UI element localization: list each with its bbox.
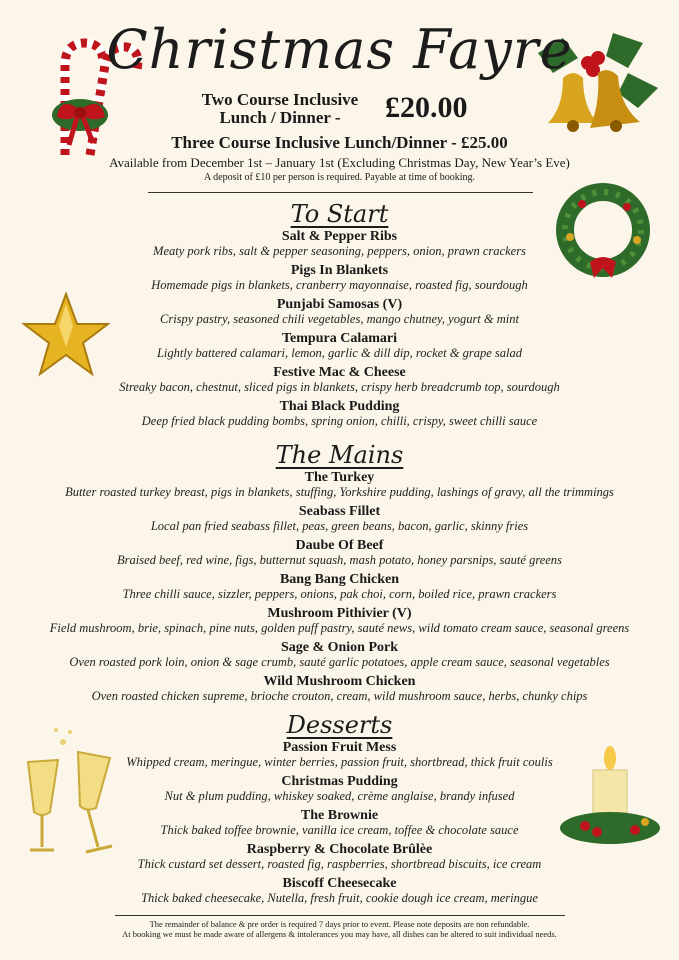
item-description: Meaty pork ribs, salt & pepper seasoning, peppers, onion, prawn crackers xyxy=(153,244,526,258)
item-description: Crispy pastry, seasoned chili vegetables, mango chutney, yogurt & mint xyxy=(160,312,519,326)
list-item xyxy=(0,399,679,428)
item-name: Mushroom Pithivier (V) xyxy=(267,606,412,621)
item-name: Passion Fruit Mess xyxy=(282,740,397,755)
item-name: Tempura Calamari xyxy=(282,331,397,346)
item-name: Wild Mushroom Chicken xyxy=(263,674,416,689)
three-course-offer: Three Course Inclusive Lunch/Dinner - £25.00 xyxy=(171,133,508,152)
item-name: Christmas Pudding xyxy=(281,774,398,789)
item-description: Field mushroom, brie, spinach, pine nuts, golden puff pastry, sauté news, wild tomato cream sauce, seasonal greens xyxy=(49,621,630,635)
footer-notes xyxy=(0,919,679,939)
item-name: Raspberry & Chocolate Brûlèe xyxy=(246,842,433,857)
list-item xyxy=(0,263,679,292)
two-course-offer xyxy=(180,91,510,131)
item-name: Bang Bang Chicken xyxy=(279,572,400,587)
desserts-heading: Desserts xyxy=(286,711,393,739)
list-item xyxy=(0,504,679,533)
item-description: Streaky bacon, chestnut, sliced pigs in blankets, crispy herb breadcrumb top, sourdough xyxy=(119,380,560,394)
availability-note: Available from December 1st – January 1st (Excluding Christmas Day, New Year’s Eve) xyxy=(109,155,570,170)
menu-title: Christmas Fayre xyxy=(106,18,573,81)
list-item xyxy=(0,876,679,905)
mains-section xyxy=(0,440,679,708)
item-name: Thai Black Pudding xyxy=(279,399,400,414)
deposit-note: A deposit of £10 per person is required. Payable at time of booking. xyxy=(203,172,476,183)
item-description: Thick baked cheesecake, Nutella, fresh fruit, cookie dough ice cream, meringue xyxy=(141,891,538,905)
item-description: Braised beef, red wine, figs, butternut squash, mash potato, honey parsnips, sauté greens xyxy=(117,553,562,567)
item-description: Three chilli sauce, sizzler, peppers, onions, pak choi, corn, boiled rice, prawn crackers xyxy=(122,587,557,601)
starters-section xyxy=(0,199,679,433)
list-item xyxy=(0,606,679,635)
list-item xyxy=(0,572,679,601)
item-name: Salt & Pepper Ribs xyxy=(281,229,398,244)
item-name: The Brownie xyxy=(300,808,379,823)
list-item xyxy=(0,842,679,871)
item-name: Biscoff Cheesecake xyxy=(282,876,397,891)
item-description: Thick baked toffee brownie, vanilla ice cream, toffee & chocolate sauce xyxy=(160,823,519,837)
list-item xyxy=(0,640,679,669)
mains-heading: The Mains xyxy=(275,441,404,469)
starters-heading: To Start xyxy=(290,200,389,228)
item-description: Thick custard set dessert, roasted fig, raspberries, shortbread biscuits, ice cream xyxy=(137,857,542,871)
list-item xyxy=(0,297,679,326)
item-description: Butter roasted turkey breast, pigs in blankets, stuffing, Yorkshire pudding, lashings of gravy, all the trimmings xyxy=(65,485,614,499)
item-description: Homemade pigs in blankets, cranberry mayonnaise, roasted fig, sourdough xyxy=(151,278,528,292)
item-name: Festive Mac & Cheese xyxy=(273,365,406,380)
list-item xyxy=(0,740,679,769)
item-description: Deep fried black pudding bombs, spring onion, chilli, crispy, sweet chilli sauce xyxy=(141,414,538,428)
desserts-section xyxy=(0,710,679,910)
item-name: Sage & Onion Pork xyxy=(280,640,399,655)
list-item xyxy=(0,470,679,499)
list-item xyxy=(0,674,679,703)
two-course-price: £20.00 xyxy=(385,91,468,124)
footer-divider xyxy=(115,915,565,916)
item-name: The Turkey xyxy=(304,470,375,485)
item-description: Lightly battered calamari, lemon, garlic & dill dip, rocket & grape salad xyxy=(156,346,522,360)
list-item xyxy=(0,774,679,803)
item-description: Local pan fried seabass fillet, peas, green beans, bacon, garlic, skinny fries xyxy=(150,519,529,533)
item-name: Pigs In Blankets xyxy=(290,263,389,278)
item-name: Seabass Fillet xyxy=(298,504,381,519)
item-description: Nut & plum pudding, whiskey soaked, crème anglaise, brandy infused xyxy=(164,789,515,803)
footer-line-balance: The remainder of balance & pre order is required 7 days prior to event. Please note deposits are non refundable. xyxy=(149,919,530,929)
item-description: Oven roasted chicken supreme, brioche crouton, cream, wild mushroom sauce, herbs, chunky chips xyxy=(91,689,588,703)
list-item xyxy=(0,808,679,837)
two-course-label: Two Course Inclusive Lunch / Dinner - xyxy=(201,90,359,127)
list-item xyxy=(0,229,679,258)
item-name: Daube Of Beef xyxy=(295,538,384,553)
header-divider xyxy=(148,192,533,193)
list-item xyxy=(0,331,679,360)
footer-line-allergens: At booking we must be made aware of allergens & intolerances you may have, all dishes can be altered to suit individual needs. xyxy=(122,929,557,939)
item-name: Punjabi Samosas (V) xyxy=(276,297,403,312)
list-item xyxy=(0,365,679,394)
list-item xyxy=(0,538,679,567)
item-description: Whipped cream, meringue, winter berries, passion fruit, shortbread, thick fruit coulis xyxy=(126,755,553,769)
item-description: Oven roasted pork loin, onion & sage crumb, sauté garlic potatoes, apple cream sauce, seasonal vegetables xyxy=(69,655,610,669)
